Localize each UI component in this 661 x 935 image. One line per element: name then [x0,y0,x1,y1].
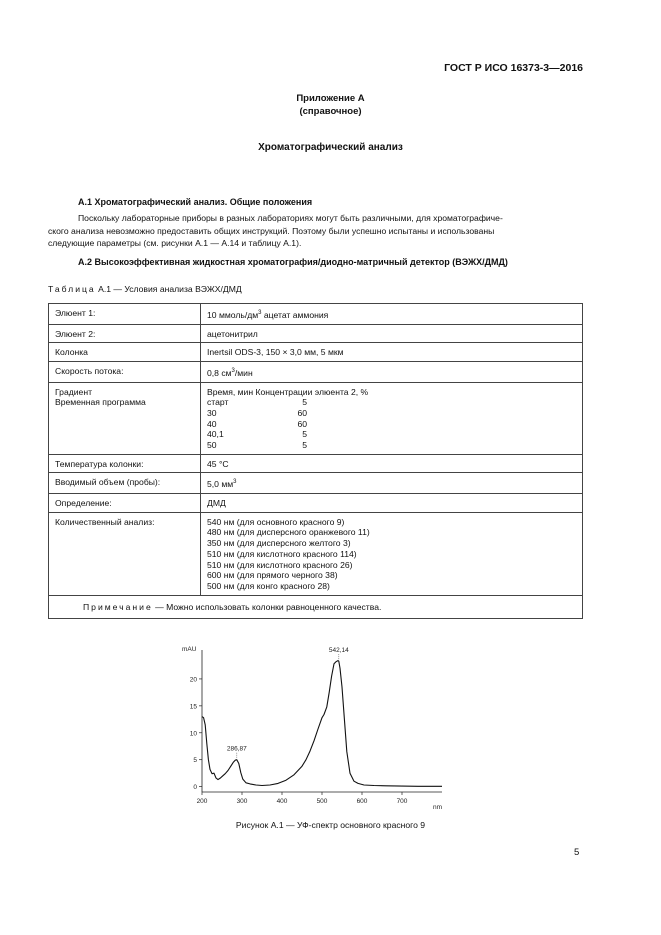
section-a1-paragraph [48,212,583,250]
figure-caption: Рисунок А.1 — УФ-спектр основного красного 9 [235,820,426,830]
row-label: Вводимый объем (пробы): [49,473,201,494]
annex-title: Приложение А [296,93,365,104]
row-value: ацетонитрил [201,324,583,343]
section-a1-heading: А.1 Хроматографический анализ. Общие положения [78,197,313,207]
gradient-header: Время, мин Концентрации элюента 2, % [207,386,369,397]
row-value: 45 °С [201,454,583,473]
row-value: ДМД [201,494,583,513]
row-label: Элюент 1: [49,304,201,325]
annex-kind: (справочное) [299,105,362,117]
section-a2-heading: А.2 Высокоэффективная жидкостная хроматография/диодно-матричный детектор (ВЭЖХ/ДМД) [78,257,508,267]
table-row-gradient [49,382,583,454]
x-tick-label: 200 [196,798,208,805]
quant-values: 540 нм (для основного красного 9) 480 нм (для дисперсного оранжевого 11) 350 нм (для дисперсного желтого 3) 510 нм (для кислотного красного 114) 510 нм (для кислотного красного 26) 600 нм (для прямого черного 38) 500 нм (для конго красного 28) [201,512,583,595]
gradient-step: 40,1 5 [207,429,307,440]
row-label: Температура колонки: [49,454,201,473]
peak-label: 542,14 [328,647,349,655]
table-caption-prefix: Таблица [48,284,96,294]
table-row [49,473,583,494]
gradient-step: 40 60 [207,418,307,429]
x-tick-label: 500 [316,798,328,805]
row-value: Inertsil ODS-3, 150 × 3,0 мм, 5 мкм [201,343,583,362]
quant-label: Количественный анализ: [49,512,201,595]
x-tick-label: 300 [236,798,248,805]
peak-label: 286,87 [226,745,247,753]
y-tick-label: 15 [189,703,197,711]
table-row [49,324,583,343]
gradient-step: 30 60 [207,407,307,418]
row-value: 10 ммоль/$дм^3$ ацетат аммония [201,304,583,325]
table-row [49,361,583,382]
table-note-row [49,595,583,619]
row-value: 5,0 $мм^3$ [201,473,583,494]
para-line-2: ского анализа невозможно предоставить общих инструкций. Поэтому были успешно испытаны и использованы [48,225,495,236]
gradient-program [201,382,583,454]
y-tick-label: 0 [193,784,197,792]
y-tick-label: 5 [193,757,197,765]
x-tick-label: 700 [396,798,408,805]
gradient-step: 50 5 [207,440,307,451]
annex-heading [0,93,661,118]
row-value: 0,8 $см^3$/мин [201,361,583,382]
page-number: 5 [574,847,580,858]
standard-header: ГОСТ Р ИСО 16373-3—2016 [444,62,583,74]
y-tick-label: 10 [189,730,197,738]
document-title: Хроматографический анализ [258,142,403,153]
table-row [49,343,583,362]
table-row-quant [49,512,583,595]
spectrum-line [202,661,442,787]
gradient-steps [207,397,307,451]
row-label: Скорость потока: [49,361,201,382]
y-tick-label: 20 [189,676,197,684]
x-tick-label: 400 [276,798,288,805]
x-tick-label: 600 [356,798,368,805]
x-axis-label: nm [433,804,443,810]
y-axis-label: mAU [182,646,197,653]
row-label: Определение: [49,494,201,513]
table-caption [48,284,242,294]
para-line-1: Поскольку лабораторные приборы в разных лабораториях могут быть различными, для хроматографиче- [78,213,503,223]
uv-spectrum-chart [180,640,450,810]
row-label: Элюент 2: [49,324,201,343]
row-label: Колонка [49,343,201,362]
table-row [49,454,583,473]
gradient-step: старт 5 [207,397,307,408]
table-row [49,304,583,325]
table-note: Примечание — Можно использовать колонки равноценного качества. [49,595,583,619]
table-row [49,494,583,513]
gradient-label: Градиент Временная программа [49,382,201,454]
conditions-table [48,303,583,619]
table-caption-text: А.1 — Условия анализа ВЭЖХ/ДМД [98,284,242,294]
para-line-3: следующие параметры (см. рисунки А.1 — А.14 и таблицу А.1). [48,238,302,249]
